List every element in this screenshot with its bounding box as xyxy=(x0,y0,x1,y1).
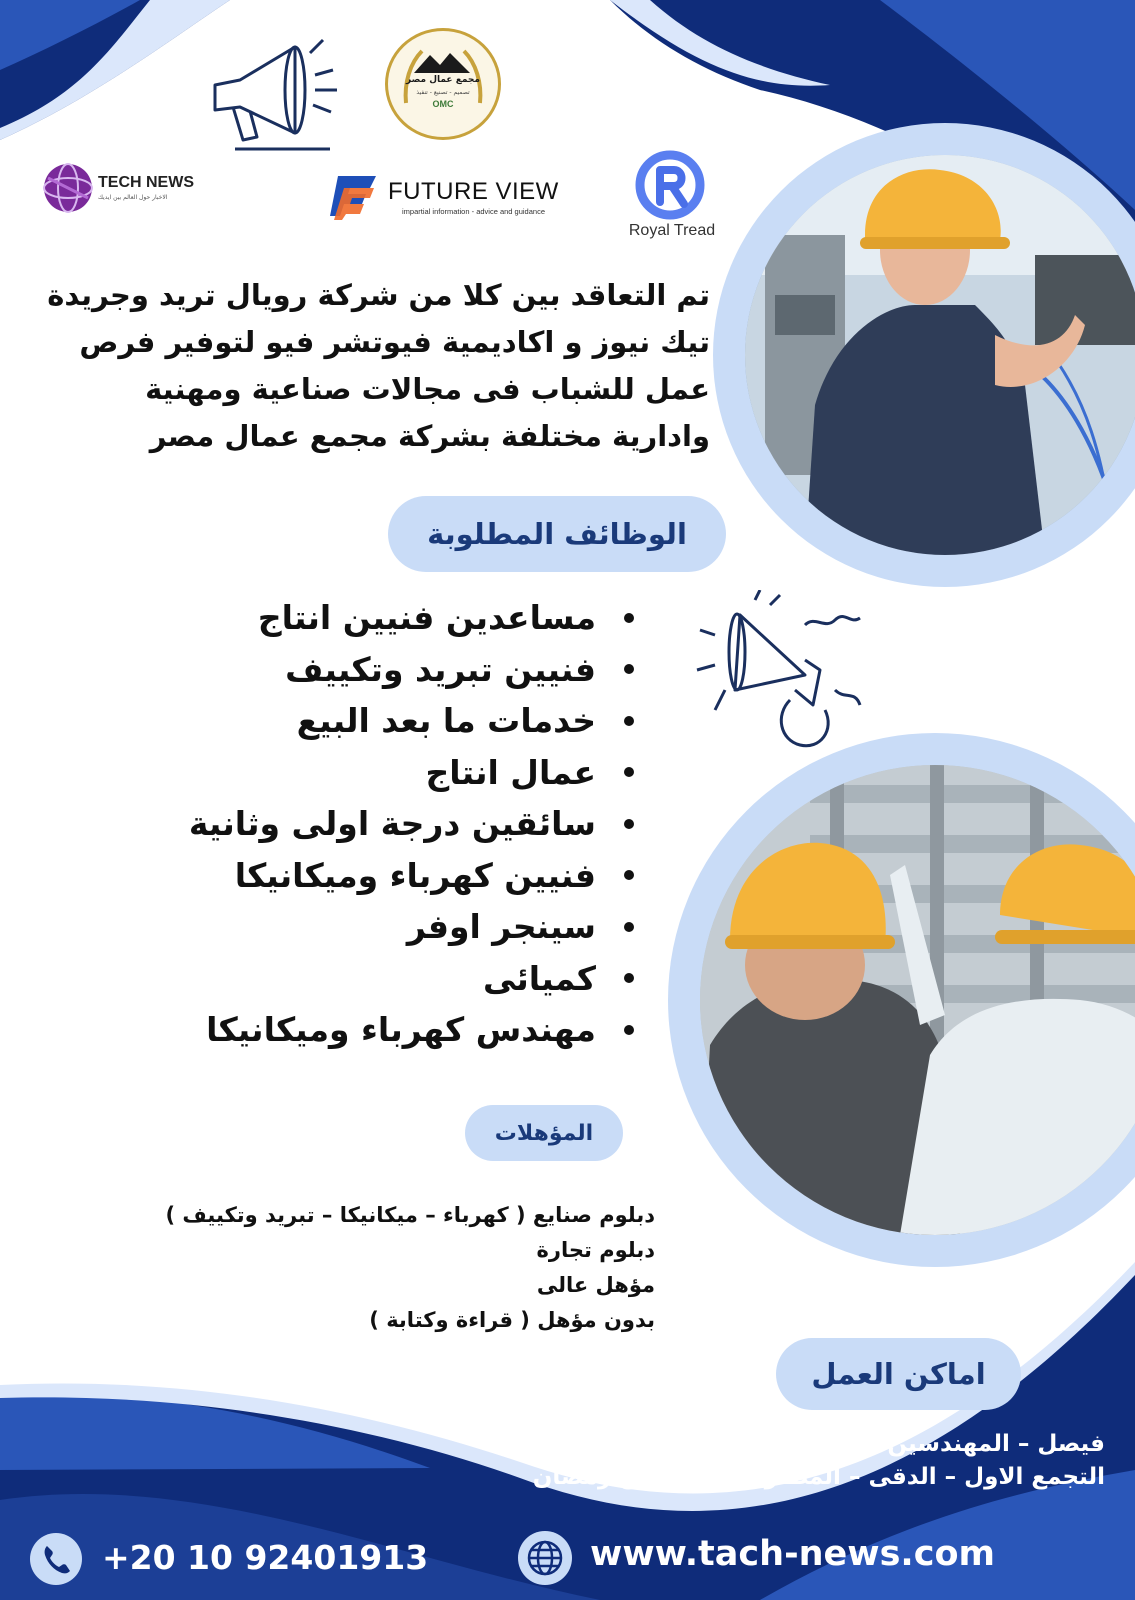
worker-photo xyxy=(745,155,1135,555)
qualification-item: بدون مؤهل ( قراءة وكتابة ) xyxy=(369,1308,655,1332)
majma-sub: تصميم - تصنيع - تنفيذ xyxy=(416,89,470,96)
list-item xyxy=(140,747,640,799)
job-title: مساعدين فنيين انتاج xyxy=(257,598,596,637)
future-view-mark-icon xyxy=(330,172,382,220)
tech-news-name: TECH NEWS xyxy=(98,174,194,191)
job-title: عمال انتاج xyxy=(425,752,596,792)
locations-line: فيصل – المهندسين – اكتوبر – مدينة نصر - الغردقة xyxy=(541,1431,1105,1457)
job-title: فنيين كهرباء وميكانيكا xyxy=(234,855,596,895)
intro-line: تم التعاقد بين كلا من شركة رويال تريد وجريدة xyxy=(47,278,710,312)
job-title: سينجر اوفر xyxy=(406,907,596,946)
jobs-heading xyxy=(388,496,726,572)
bullet-icon xyxy=(624,922,634,932)
job-title: مهندس كهرباء وميكانيكا xyxy=(206,1010,596,1049)
website-link[interactable]: www.tach-news.com xyxy=(590,1534,995,1574)
future-view-name: FUTURE VIEW xyxy=(388,178,559,205)
locations-heading xyxy=(776,1338,1021,1410)
majma-code: OMC xyxy=(432,99,454,109)
qualification-item: دبلوم تجارة xyxy=(536,1238,655,1262)
intro-line: وادارية مختلفة بشركة مجمع عمال مصر xyxy=(149,419,710,453)
list-item xyxy=(140,644,640,696)
intro-line: تيك نيوز و اكاديمية فيوتشر فيو لتوفير فرص xyxy=(79,325,710,359)
list-item xyxy=(140,901,640,953)
list-item xyxy=(140,1004,640,1056)
job-title: خدمات ما بعد البيع xyxy=(296,701,596,740)
tech-news-logo xyxy=(40,160,220,215)
tech-news-tagline: الاخبار حول العالم بين ايديك xyxy=(98,194,168,201)
royal-tread-mark-icon xyxy=(632,150,708,220)
list-item xyxy=(140,798,640,850)
majma-logo xyxy=(385,28,501,140)
globe-icon xyxy=(518,1531,572,1585)
locations-heading-label: اماكن العمل xyxy=(811,1357,986,1391)
bullet-icon xyxy=(624,767,634,777)
bullet-icon xyxy=(624,819,634,829)
bullet-icon xyxy=(624,664,634,674)
globe-logo-icon xyxy=(40,160,96,216)
jobs-heading-label: الوظائف المطلوبة xyxy=(427,517,687,551)
job-title: كميائى xyxy=(483,958,596,998)
bullet-icon xyxy=(624,1025,634,1035)
job-title: فنيين تبريد وتكييف xyxy=(285,649,596,689)
laurel-icon xyxy=(400,43,486,127)
future-view-logo xyxy=(330,172,560,224)
majma-name: مجمع عمال مصر xyxy=(406,75,480,85)
bullet-icon xyxy=(624,973,634,983)
qualification-item: مؤهل عالى xyxy=(536,1273,655,1297)
list-item xyxy=(140,592,640,644)
bullet-icon xyxy=(624,870,634,880)
qualifications-list xyxy=(60,1198,655,1338)
bullet-icon xyxy=(624,613,634,623)
intro-paragraph xyxy=(40,272,710,460)
phone-icon xyxy=(30,1533,82,1585)
list-item xyxy=(140,953,640,1005)
job-title: سائقين درجة اولى وثانية xyxy=(188,804,596,843)
intro-line: عمل للشباب فى مجالات صناعية ومهنية xyxy=(145,372,710,406)
bullet-icon xyxy=(624,716,634,726)
engineers-photo xyxy=(700,765,1135,1235)
locations-line: التجمع الاول – الدقى – المطار – العاشر من رمضان xyxy=(532,1464,1105,1490)
megaphone-icon xyxy=(205,25,345,155)
royal-tread-logo xyxy=(612,150,732,245)
phone-number[interactable]: +20 10 92401913 xyxy=(102,1538,429,1577)
qualification-item: دبلوم صنايع ( كهرباء – ميكانيكا – تبريد وتكييف ) xyxy=(165,1203,655,1227)
list-item xyxy=(140,695,640,747)
list-item xyxy=(140,850,640,902)
qualifications-heading-label: المؤهلات xyxy=(494,1120,594,1146)
megaphone-hand-icon xyxy=(695,590,865,760)
jobs-list xyxy=(140,592,640,1056)
locations-list xyxy=(470,1428,1105,1494)
royal-tread-name: Royal Tread xyxy=(628,222,716,239)
future-view-tagline: impartial information - advice and guidance xyxy=(402,207,545,216)
qualifications-heading xyxy=(465,1105,623,1161)
